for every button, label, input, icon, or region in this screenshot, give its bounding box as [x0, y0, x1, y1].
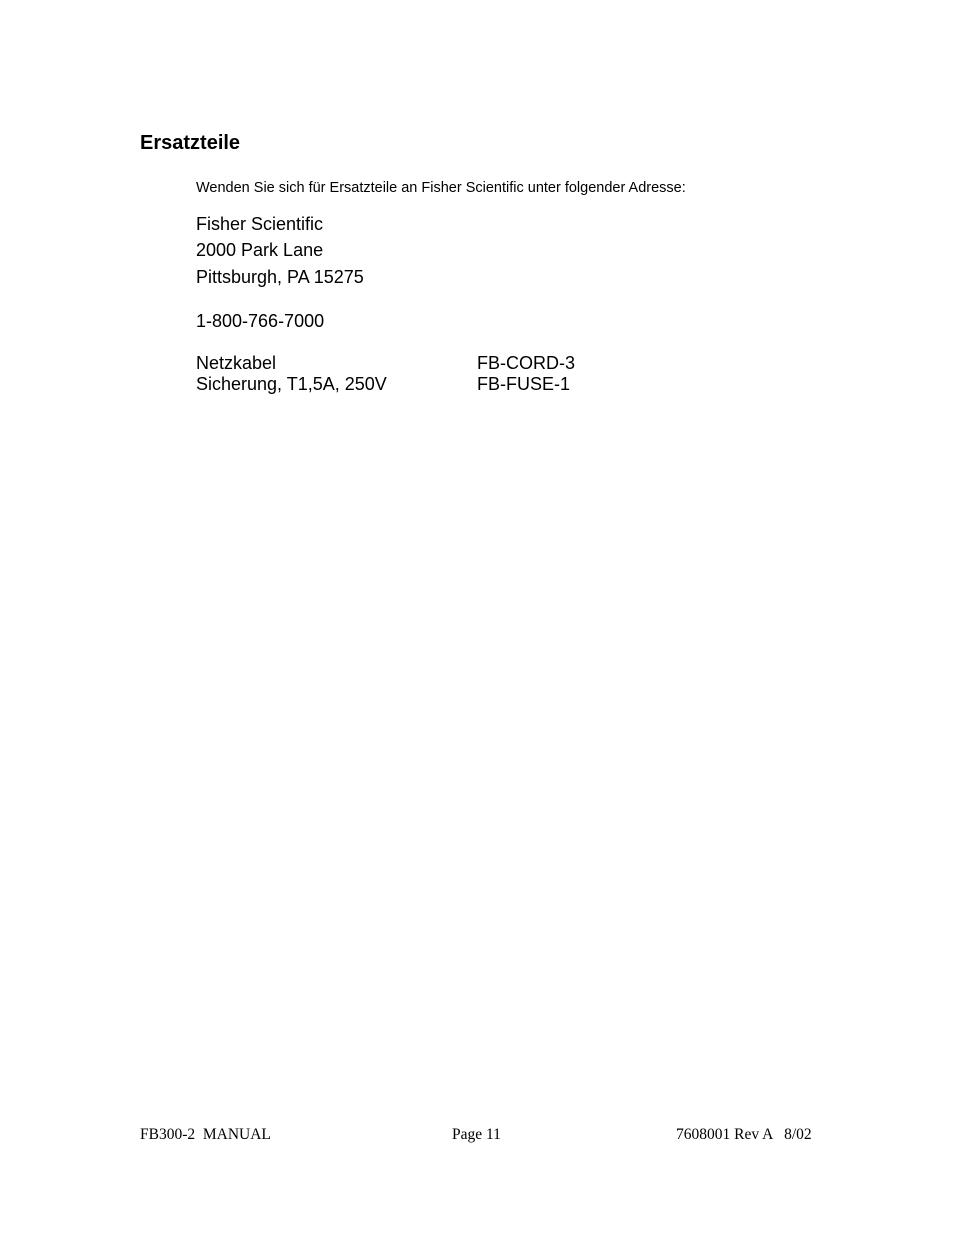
phone-number: 1-800-766-7000 — [196, 311, 325, 331]
intro-text: Wenden Sie sich für Ersatzteile an Fisher Scientific unter folgender Adresse: — [196, 180, 686, 196]
address-city: Pittsburgh, PA 15275 — [196, 267, 364, 287]
part-number: FB-FUSE-1 — [477, 374, 571, 394]
address-street: 2000 Park Lane — [196, 240, 324, 260]
parts-table — [196, 353, 575, 395]
part-number: FB-CORD-3 — [477, 353, 575, 373]
part-name: Netzkabel — [196, 353, 277, 373]
footer-page-number: Page 11 — [452, 1126, 501, 1143]
table-row — [196, 353, 575, 374]
footer-right: 7608001 Rev A 8/02 — [676, 1126, 812, 1143]
footer-left: FB300-2 MANUAL — [140, 1126, 271, 1143]
part-name: Sicherung, T1,5A, 250V — [196, 374, 387, 394]
table-row — [196, 374, 575, 395]
section-heading: Ersatzteile — [140, 132, 241, 154]
address-company: Fisher Scientific — [196, 214, 324, 234]
